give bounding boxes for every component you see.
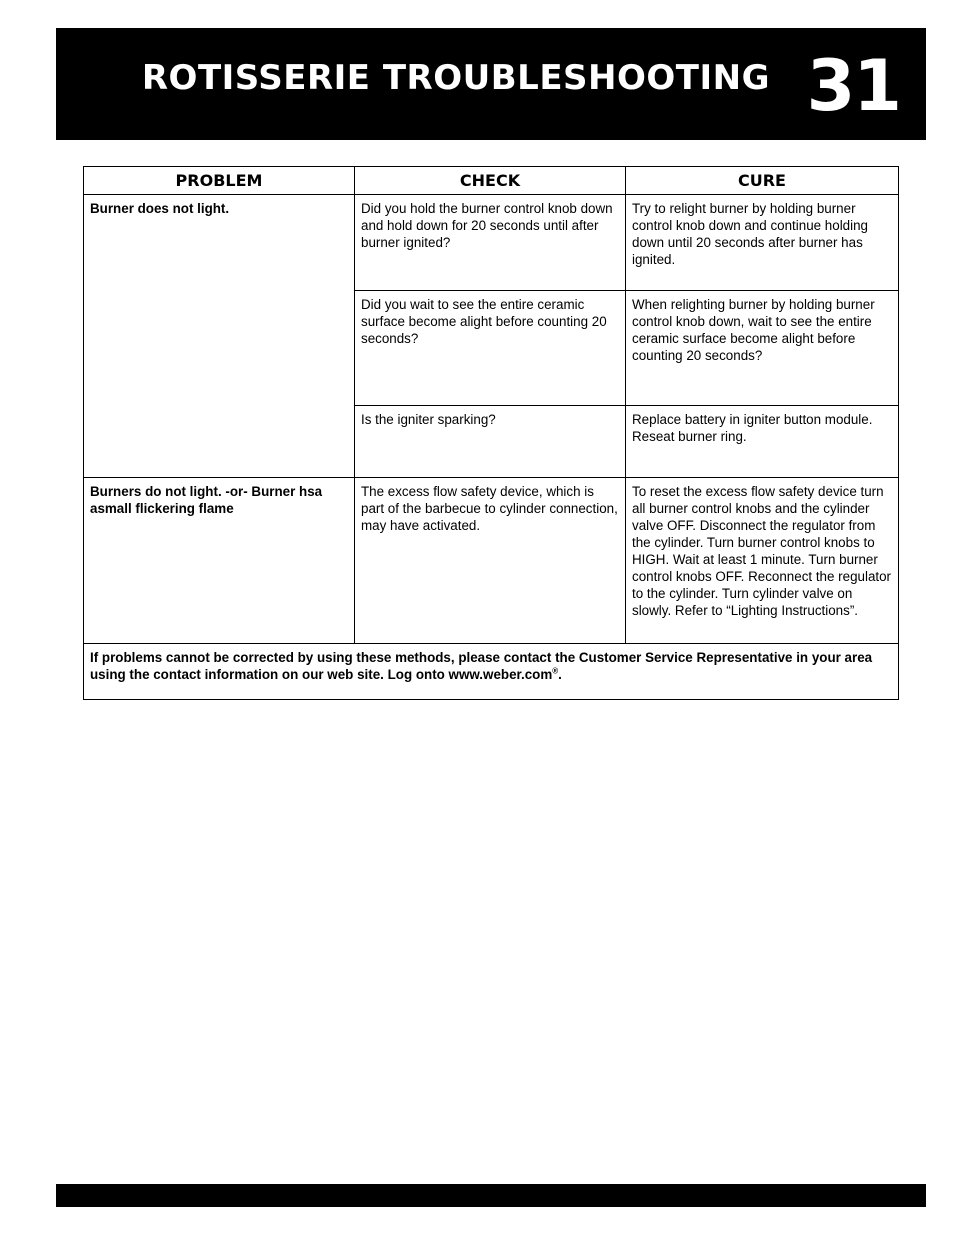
problem-cell: Burners do not light. -or- Burner hsa asmall flickering flame — [84, 478, 355, 644]
check-cell: The excess flow safety device, which is part of the barbecue to cylinder connection, may have activated. — [355, 478, 626, 644]
check-cell: Is the igniter sparking? — [355, 406, 626, 478]
table-row — [84, 478, 899, 644]
problem-cell: Burner does not light. — [84, 195, 355, 478]
table-footer-row — [84, 644, 899, 700]
footer-note — [84, 644, 899, 700]
footer-note-text: If problems cannot be corrected by using these methods, please contact the Customer Service Representative in your area using the contact information on our web site. Log onto www.weber.com — [90, 650, 873, 682]
column-header-cure: CURE — [626, 167, 899, 195]
footer-bar — [56, 1184, 926, 1207]
cure-cell: To reset the excess flow safety device turn all burner control knobs and the cylinder valve OFF. Disconnect the regulator from the cylinder. Turn burner control knobs to HIGH. Wait at least 1 minute. Turn burner control knobs OFF. Reconnect the regulator to the cylinder. Turn cylinder valve on slowly. Refer to “Lighting Instructions”. — [626, 478, 899, 644]
column-header-check: CHECK — [355, 167, 626, 195]
troubleshooting-table — [83, 166, 899, 700]
registered-mark: ® — [552, 666, 559, 676]
column-header-problem: PROBLEM — [84, 167, 355, 195]
check-cell: Did you wait to see the entire ceramic surface become alight before counting 20 seconds? — [355, 291, 626, 406]
cure-cell: Try to relight burner by holding burner control knob down and continue holding down until 20 seconds after burner has ignited. — [626, 195, 899, 291]
header-bar — [56, 28, 926, 140]
cure-cell: Replace battery in igniter button module. Reseat burner ring. — [626, 406, 899, 478]
page-number: 31 — [806, 45, 900, 127]
table-row — [84, 195, 899, 291]
cure-cell: When relighting burner by holding burner control knob down, wait to see the entire ceramic surface become alight before counting 20 seconds? — [626, 291, 899, 406]
table-header-row — [84, 167, 899, 195]
page-title: ROTISSERIE TROUBLESHOOTING — [141, 58, 770, 98]
check-cell: Did you hold the burner control knob down and hold down for 20 seconds until after burner ignited? — [355, 195, 626, 291]
footer-note-end: . — [558, 667, 562, 682]
